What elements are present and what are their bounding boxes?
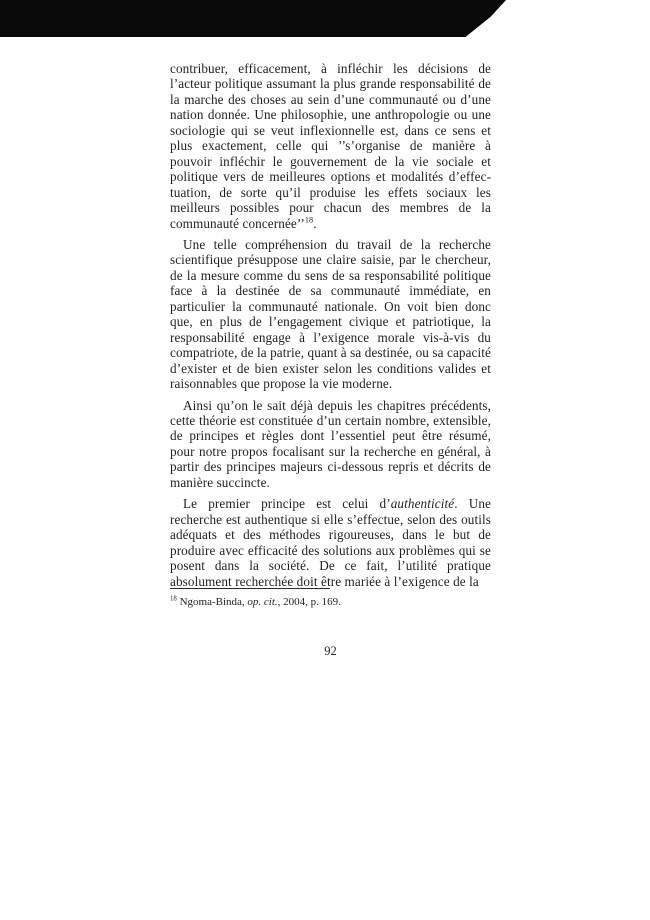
footnote [170, 596, 491, 610]
italic-term: authenticité [390, 496, 455, 512]
text-run: . [313, 215, 317, 231]
page-number: 92 [324, 644, 337, 658]
paragraph-2: Une telle compréhension du travail de la recherche scientifique présuppose une claire saisie, par le chercheur, de la mesure comme du sens de sa responsabilité politique face à la destinée de sa communauté immédiate, en particulier la communauté nationale. On voit bien donc que, en plus de l’engagement civique et patriotique, la responsabilité engage à l’exigence morale vis-à-vis du compatriote, de la patrie, quant à sa destinée, ou sa capacité d’exister et de bien exister selon les conditions valides et raisonnables que propose la vie moderne. [170, 236, 491, 392]
italic-term: op. cit. [247, 596, 278, 608]
paragraph-1 [170, 61, 491, 231]
body-text [170, 61, 491, 595]
footnote-ref-marker: 18 [304, 215, 314, 225]
text-run: . Une recherche est authentique si elle s’effectue, selon des outils adéquats et des méthodes rigoureuses, dans le but de produire avec efficacité des solutions aux problèmes qui se posent dans la société. De ce fait, l’utilité pratique absolument recherchée doit être mariée à l’exigence de la [170, 496, 491, 589]
text-run: Le premier principe est celui d’ [183, 496, 391, 512]
footnote-area [170, 588, 491, 610]
text-run: , 2004, p. 169. [277, 596, 341, 608]
text-run: Ngoma-Binda, [176, 596, 248, 608]
paragraph-4 [170, 496, 491, 589]
footnote-number: 18 [170, 595, 177, 603]
paragraph-3: Ainsi qu’on le sait déjà depuis les chapitres précédents, cette théorie est constituée d’un certain nombre, extensible, de principes et règles dont l’essentiel peut être résumé, pour notre propos focalisant sur la recherche en général, à partir des principes majeurs ci-dessous repris et décrits de manière succincte. [170, 397, 491, 490]
text-run: contribuer, efficacement, à infléchir les décisions de l’acteur politique assumant la plus grande responsabilité de la marche des choses au sein d’une communauté ou d’une nation donnée. Une philosophie, une anthropologie ou une sociologie qui se veut inflexionnelle est, dans ce sens et plus exactement, celle qui ’’s’organise de manière à pouvoir infléchir le gouvernement de la vie sociale et politique vers de meilleures options et modalités d’effectuation, de sorte qu’il produise les effets sociaux les meilleurs possibles pour chacun des membres de la communauté concernée’’ [170, 61, 491, 231]
scan-artifact-black-band [0, 0, 506, 37]
footnote-separator-rule [170, 588, 330, 589]
